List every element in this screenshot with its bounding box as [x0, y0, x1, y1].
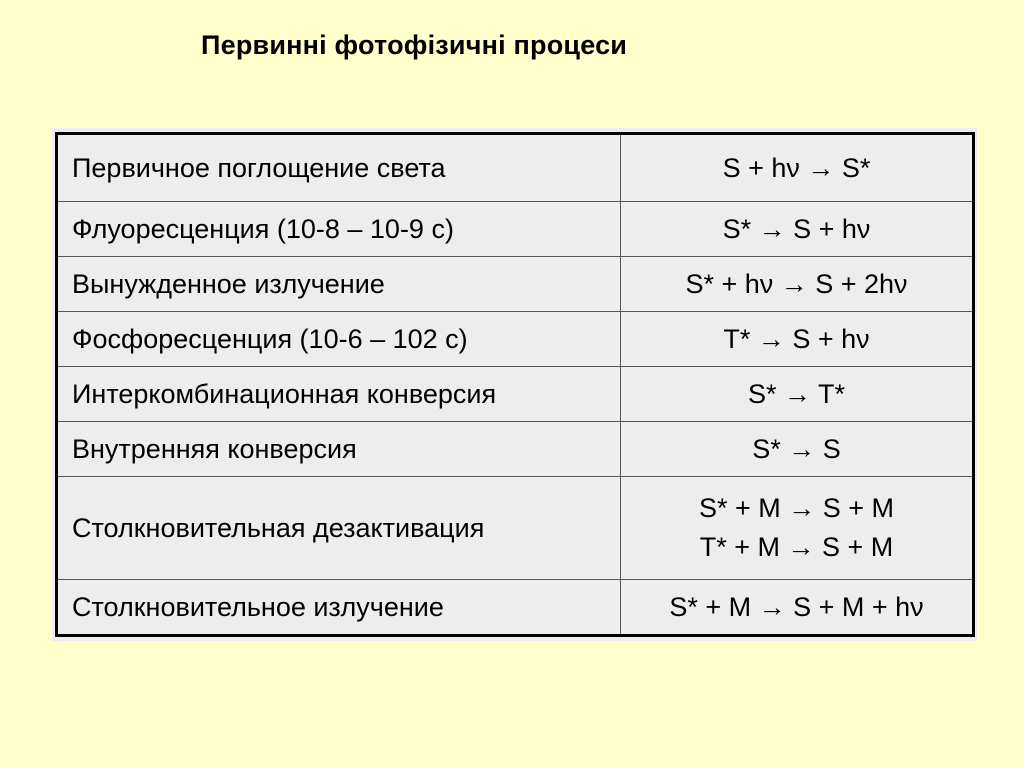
table-row — [57, 202, 974, 257]
process-formula — [621, 257, 974, 312]
process-formula — [621, 367, 974, 422]
table-row — [57, 367, 974, 422]
process-name: Фосфоресценция (10-6 – 102 с) — [57, 312, 621, 367]
table-row — [57, 312, 974, 367]
process-name: Флуоресценция (10-8 – 10-9 с) — [57, 202, 621, 257]
table-row — [57, 257, 974, 312]
process-name: Внутренняя конверсия — [57, 422, 621, 477]
process-table-panel — [52, 128, 977, 641]
process-formula — [621, 312, 974, 367]
table-row — [57, 580, 974, 636]
process-formula — [621, 422, 974, 477]
process-formula — [621, 477, 974, 580]
formula-line: S* + hν → S + 2hν — [685, 268, 908, 299]
process-table-body — [57, 134, 974, 636]
formula-line: T* → S + hν — [723, 323, 870, 354]
page-title: Первинні фотофізичні процеси — [201, 30, 628, 60]
formula-line: S* + M → S + M — [698, 493, 895, 523]
process-name: Вынужденное излучение — [57, 257, 621, 312]
process-table — [55, 132, 975, 637]
process-name: Столкновительная дезактивация — [57, 477, 621, 580]
formula-line: S* → T* — [747, 378, 846, 409]
table-row — [57, 134, 974, 202]
formula-line: T* + M → S + M — [699, 532, 894, 562]
process-formula — [621, 580, 974, 636]
process-formula — [621, 202, 974, 257]
process-name: Первичное поглощение света — [57, 134, 621, 202]
formula-line: S + hν → S* — [722, 152, 871, 183]
process-name: Интеркомбинационная конверсия — [57, 367, 621, 422]
process-formula — [621, 134, 974, 202]
formula-line: S* → S + hν — [722, 213, 871, 244]
table-row — [57, 477, 974, 580]
table-bottom-strip — [52, 637, 977, 641]
formula-line: S* + M → S + M + hν — [669, 591, 924, 622]
process-name: Столкновительное излучение — [57, 580, 621, 636]
formula-line: S* → S — [752, 433, 841, 464]
table-row — [57, 422, 974, 477]
